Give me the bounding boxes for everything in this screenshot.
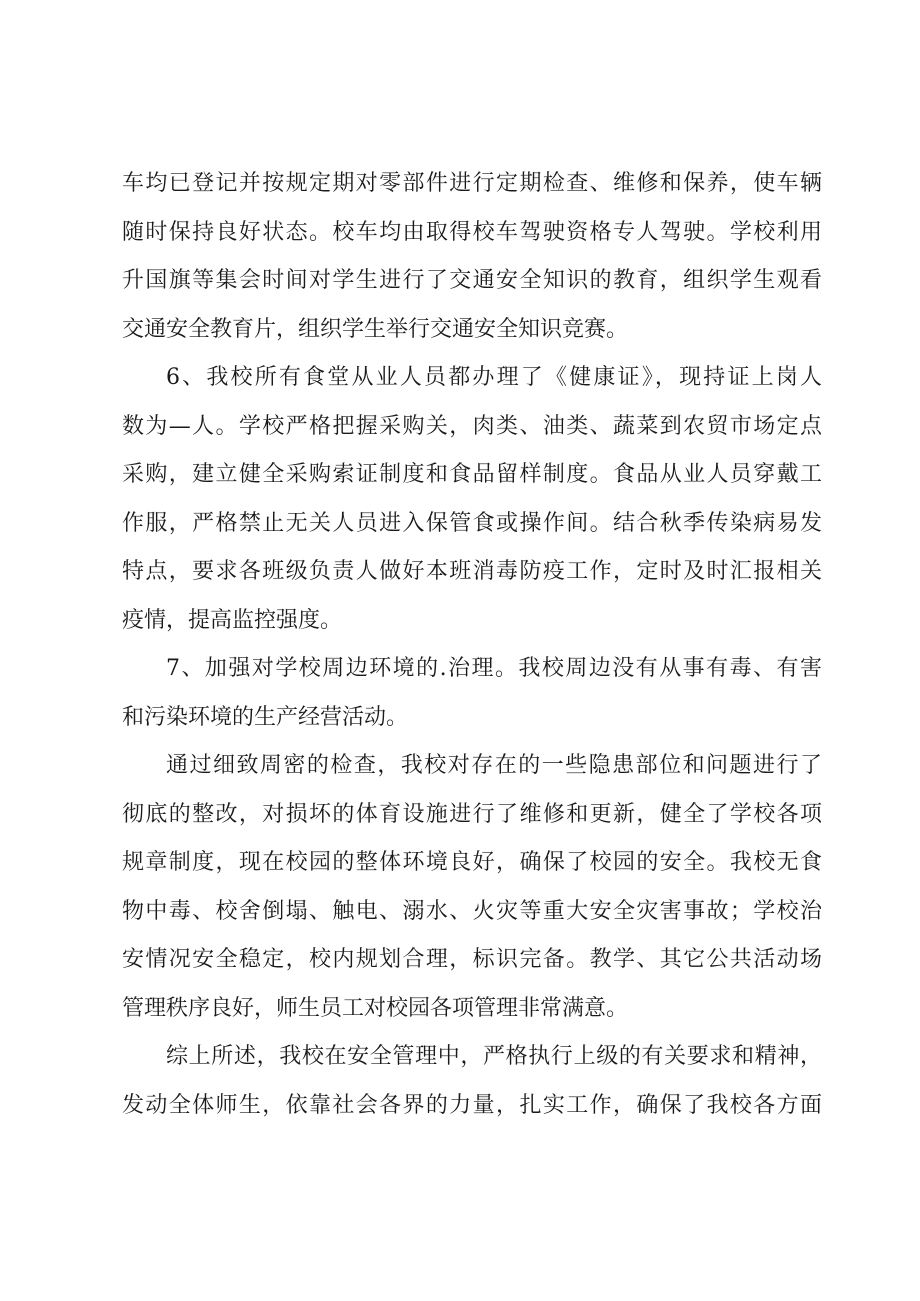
paragraph-1 bbox=[122, 160, 822, 354]
text-line: 彻底的整改，对损坏的体育设施进行了维修和更新，健全了学校各项 bbox=[122, 801, 822, 827]
text-line: 发动全体师生，依靠社会各界的力量，扎实工作，确保了我校各方面 bbox=[122, 1092, 822, 1118]
paragraph-2 bbox=[122, 354, 822, 645]
text-line: 7、加强对学校周边环境的.治理。我校周边没有从事有毒、有害 bbox=[166, 656, 822, 681]
document-body bbox=[122, 160, 822, 1130]
text-line: 数为—人。学校严格把握采购关，肉类、油类、蔬菜到农贸市场定点 bbox=[122, 413, 822, 439]
text-line: 疫情，提高监控强度。 bbox=[122, 607, 343, 633]
paragraph-5 bbox=[122, 1033, 822, 1130]
text-line: 作服，严格禁止无关人员进入保管食或操作间。结合秋季传染病易发 bbox=[122, 510, 822, 536]
text-line: 随时保持良好状态。校车均由取得校车驾驶资格专人驾驶。学校利用 bbox=[122, 219, 822, 245]
text-line: 综上所述，我校在安全管理中，严格执行上级的有关要求和精神， bbox=[166, 1044, 822, 1069]
text-line: 物中毒、校舍倒塌、触电、溺水、火灾等重大安全灾害事故；学校治 bbox=[122, 898, 822, 924]
text-line: 采购，建立健全采购索证制度和食品留样制度。食品从业人员穿戴工 bbox=[122, 462, 822, 487]
text-line: 6、我校所有食堂从业人员都办理了《健康证》，现持证上岗人 bbox=[166, 365, 822, 390]
text-line: 规章制度，现在校园的整体环境良好，确保了校园的安全。我校无食 bbox=[122, 850, 822, 875]
text-line: 升国旗等集会时间对学生进行了交通安全知识的教育，组织学生观看 bbox=[122, 268, 822, 293]
text-line: 特点，要求各班级负责人做好本班消毒防疫工作，定时及时汇报相关 bbox=[122, 559, 822, 584]
text-line: 交通安全教育片，组织学生举行交通安全知识竞赛。 bbox=[122, 316, 629, 342]
paragraph-4 bbox=[122, 742, 822, 1033]
text-line: 管理秩序良好，师生员工对校园各项管理非常满意。 bbox=[122, 995, 629, 1021]
paragraph-3 bbox=[122, 645, 822, 742]
text-line: 通过细致周密的检查，我校对存在的一些隐患部位和问题进行了 bbox=[166, 753, 822, 778]
text-line: 安情况安全稳定，校内规划合理，标识完备。教学、其它公共活动场 bbox=[122, 947, 822, 972]
text-line: 和污染环境的生产经营活动。 bbox=[122, 704, 409, 730]
text-line: 车均已登记并按规定期对零部件进行定期检查、维修和保养，使车辆 bbox=[122, 171, 822, 196]
